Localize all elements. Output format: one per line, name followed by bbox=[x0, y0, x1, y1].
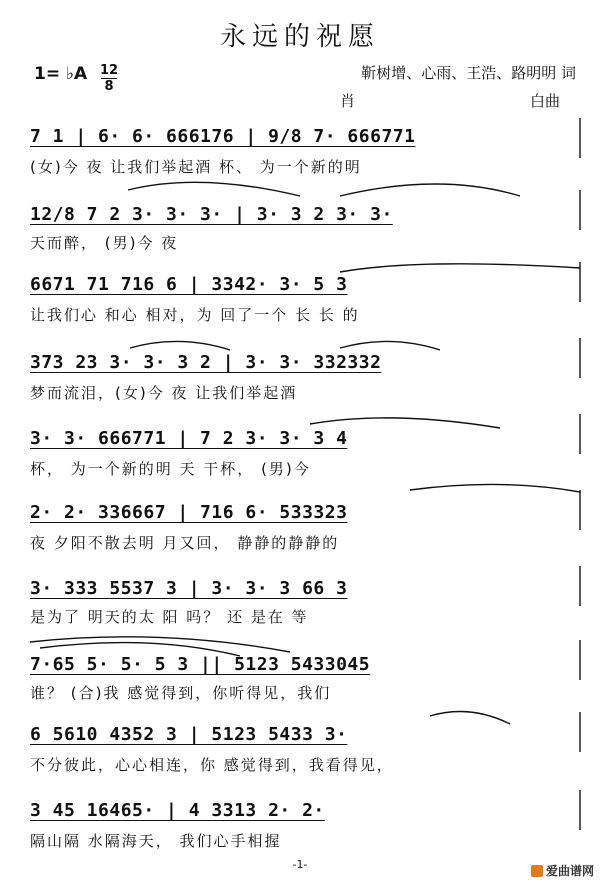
score-row-1-notes: 7 1 | 6· 6· 666176 | 9/8 7· 666771 bbox=[30, 126, 416, 147]
score-row-4-notes: 373 23 3· 3· 3 2 | 3· 3· 332332 bbox=[30, 352, 382, 373]
score-row-4-lyrics: 梦而流泪，(女)今 夜 让我们举起酒 bbox=[30, 384, 298, 402]
score-row-10-lyrics: 隔山隔 水隔海天， 我们心手相握 bbox=[30, 832, 282, 850]
site-watermark-text: 爱曲谱网 bbox=[545, 864, 594, 878]
time-signature bbox=[100, 64, 118, 93]
score-row-8-notes: 7·65 5· 5· 5 3 || 5123 5433045 bbox=[30, 654, 371, 675]
score-row-3-lyrics: 让我们心 和心 相对，为 回了一个 长 长 的 bbox=[30, 306, 360, 324]
score-row-10-notes: 3 45 16465· | 4 3313 2· 2· bbox=[30, 800, 325, 821]
key-signature: 1= ♭A bbox=[34, 64, 88, 84]
score-row-5-lyrics: 杯， 为一个新的明 天 干杯， (男)今 bbox=[30, 460, 311, 478]
score-row-2-lyrics: 天而醉， (男)今 夜 bbox=[30, 234, 179, 252]
score-row-6-notes: 2· 2· 336667 | 716 6· 533323 bbox=[30, 502, 348, 523]
composer-name: 肖 bbox=[340, 92, 356, 110]
score-row-9-lyrics: 不分彼此，心心相连，你 感觉得到，我看得见， bbox=[30, 756, 394, 774]
site-logo-icon bbox=[531, 865, 543, 877]
score-row-1-lyrics: (女)今 夜 让我们举起酒 杯、 为一个新的明 bbox=[30, 158, 362, 176]
time-signature-top: 12 bbox=[100, 63, 119, 78]
score-row-7-notes: 3· 333 5537 3 | 3· 3· 3 66 3 bbox=[30, 578, 348, 599]
score-row-6-lyrics: 夜 夕阳不散去明 月又回， 静静的静静的 bbox=[30, 534, 340, 552]
time-signature-bottom: 8 bbox=[104, 79, 114, 94]
page-title: 永远的祝愿 bbox=[219, 22, 380, 52]
score-row-7-lyrics: 是为了 明天的太 阳 吗？ 还 是在 等 bbox=[30, 608, 309, 626]
score-row-9-notes: 6 5610 4352 3 | 5123 5433 3· bbox=[30, 724, 348, 745]
site-watermark bbox=[531, 862, 594, 879]
score-row-8-lyrics: 谁？ (合)我 感觉得到，你听得见，我们 bbox=[30, 684, 332, 702]
score-row-2-notes: 12/8 7 2 3· 3· 3· | 3· 3 2 3· 3· bbox=[30, 204, 393, 225]
composer-suffix: 白曲 bbox=[529, 92, 560, 110]
score-row-3-notes: 6671 71 716 6 | 3342· 3· 5 3 bbox=[30, 274, 348, 295]
lyricist-credit: 靳树增、心雨、王浩、路明明 词 bbox=[361, 64, 576, 82]
score-row-5-notes: 3· 3· 666771 | 7 2 3· 3· 3 4 bbox=[30, 428, 348, 449]
page-number: -1- bbox=[292, 858, 308, 871]
